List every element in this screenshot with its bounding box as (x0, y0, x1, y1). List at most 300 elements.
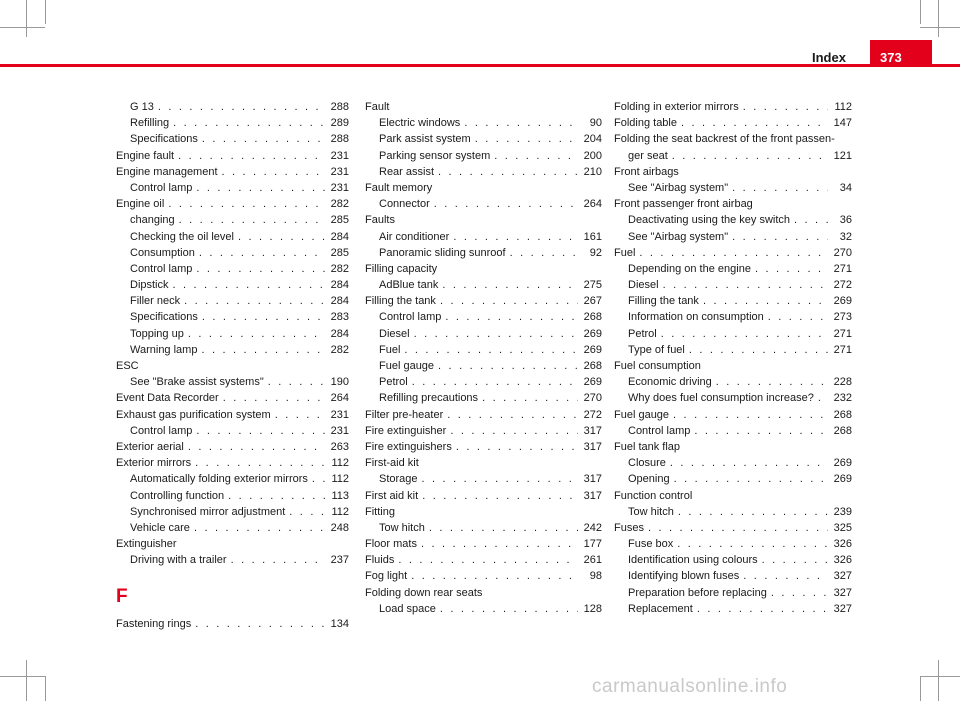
index-entry (365, 293, 602, 309)
entry-term: See "Airbag system" (628, 230, 729, 243)
entry-page-number: 231 (330, 165, 349, 178)
entry-term: Economic driving (628, 376, 712, 389)
entry-term: Filler neck (130, 295, 181, 308)
index-subentry (365, 520, 602, 536)
index-subentry (365, 148, 602, 164)
entry-term: Electric windows (379, 117, 461, 130)
crop-mark (0, 27, 45, 28)
entry-page-number: 204 (583, 133, 602, 146)
crop-mark (26, 660, 27, 701)
entry-page-number: 264 (583, 198, 602, 211)
index-subentry (116, 131, 349, 147)
index-entry (365, 423, 602, 439)
index-heading: Folding down rear seats (365, 586, 483, 599)
entry-term: Dipstick (130, 279, 169, 292)
dot-leader (482, 390, 578, 406)
dot-leader (743, 568, 828, 584)
dot-leader (188, 439, 325, 455)
entry-term: Load space (379, 602, 436, 615)
entry-term: Folding in exterior mirrors (614, 101, 739, 113)
entry-term: Petrol (379, 376, 408, 389)
index-subentry (614, 504, 852, 520)
dot-leader (429, 520, 578, 536)
entry-page-number: 327 (833, 570, 852, 583)
dot-leader (440, 601, 578, 617)
index-subentry (116, 374, 349, 390)
dot-leader (179, 212, 325, 228)
entry-term: Filter pre-heater (365, 408, 444, 421)
entry-term: Preparation before replacing (628, 586, 767, 599)
index-entry (116, 439, 349, 455)
entry-page-number: 36 (839, 214, 852, 227)
entry-page-number: 269 (583, 327, 602, 340)
entry-term: Identification using colours (628, 554, 758, 567)
entry-term: Engine management (116, 165, 218, 178)
entry-term: Vehicle care (130, 521, 190, 534)
dot-leader (743, 99, 828, 115)
entry-page-number: 32 (839, 230, 852, 243)
index-heading: Folding the seat backrest of the front passen- (614, 133, 835, 146)
entry-page-number: 282 (330, 343, 349, 356)
entry-page-number: 267 (583, 295, 602, 308)
crop-mark (938, 0, 939, 37)
entry-term: Type of fuel (628, 343, 685, 356)
index-heading: Fuel tank flap (614, 440, 681, 453)
entry-term: Rear assist (379, 165, 435, 178)
index-subentry (365, 601, 602, 617)
entry-page-number: 200 (583, 149, 602, 162)
entry-term: Exhaust gas purification system (116, 408, 271, 421)
index-subentry (614, 342, 852, 358)
dot-leader (438, 164, 578, 180)
dot-leader (510, 245, 578, 261)
entry-page-number: 263 (330, 440, 349, 453)
entry-term: Folding table (614, 117, 677, 130)
entry-page-number: 34 (839, 181, 852, 194)
entry-term: Fastening rings (116, 618, 192, 631)
dot-leader (639, 245, 828, 261)
index-subentry (614, 423, 852, 439)
entry-page-number: 284 (330, 279, 349, 292)
entry-term: Fog light (365, 570, 408, 583)
dot-leader (238, 229, 325, 245)
dot-leader (275, 407, 325, 423)
entry-page-number: 268 (833, 408, 852, 421)
index-subentry (116, 520, 349, 536)
entry-term: Fuses (614, 521, 644, 534)
dot-leader (672, 148, 828, 164)
entry-page-number: 248 (330, 521, 349, 534)
index-subentry (116, 115, 349, 131)
index-subentry (116, 504, 349, 520)
index-entry (365, 488, 602, 504)
entry-page-number: 273 (833, 311, 852, 324)
index-entry (116, 390, 349, 406)
entry-term: Engine oil (116, 198, 165, 211)
entry-page-number: 272 (583, 408, 602, 421)
index-heading: Fitting (365, 505, 395, 518)
entry-page-number: 112 (834, 101, 852, 113)
dot-leader (196, 423, 325, 439)
dot-leader (689, 342, 828, 358)
index-heading: First-aid kit (365, 457, 419, 470)
dot-leader (434, 196, 578, 212)
entry-page-number: 271 (833, 343, 852, 356)
crop-mark (938, 660, 939, 701)
entry-term: Tow hitch (628, 505, 674, 518)
entry-page-number: 264 (330, 392, 349, 405)
entry-page-number: 269 (833, 473, 852, 486)
index-entry (116, 407, 349, 423)
entry-term: Deactivating using the key switch (628, 214, 791, 227)
entry-term: Controlling function (130, 489, 225, 502)
dot-leader (289, 504, 325, 520)
entry-page-number: 317 (583, 424, 602, 437)
entry-term: Parking sensor system (379, 149, 491, 162)
index-subentry (614, 568, 852, 584)
dot-leader (453, 229, 578, 245)
dot-leader (195, 616, 325, 632)
index-subentry (614, 390, 852, 406)
dot-leader (173, 277, 325, 293)
dot-leader (199, 245, 325, 261)
entry-term: Specifications (130, 311, 198, 324)
entry-page-number: 284 (330, 230, 349, 243)
index-subentry (365, 342, 602, 358)
index-subentry (365, 277, 602, 293)
index-subentry (614, 471, 852, 487)
entry-term: Fluids (365, 554, 395, 567)
entry-term: Fuel gauge (614, 408, 670, 421)
dot-leader (818, 390, 828, 406)
dot-leader (447, 407, 578, 423)
index-heading: Faults (365, 214, 395, 227)
dot-leader (771, 585, 828, 601)
entry-page-number: 284 (330, 295, 349, 308)
entry-term: Filling the tank (628, 295, 699, 308)
index-entry (614, 520, 852, 536)
entry-term: Fire extinguishers (365, 440, 452, 453)
entry-term: Tow hitch (379, 521, 425, 534)
entry-term: Fire extinguisher (365, 424, 447, 437)
index-entry (116, 196, 349, 212)
dot-leader (422, 488, 578, 504)
index-subentry (614, 309, 852, 325)
entry-term: Synchronised mirror adjustment (130, 505, 286, 518)
entry-page-number: 317 (583, 489, 602, 502)
index-subentry (614, 180, 852, 196)
index-subentry (116, 212, 349, 228)
dot-leader (697, 601, 828, 617)
entry-page-number: 268 (583, 360, 602, 372)
dot-leader (442, 277, 578, 293)
index-subentry (116, 261, 349, 277)
index-subentry (614, 261, 852, 277)
entry-term: Fuel (379, 343, 401, 356)
entry-page-number: 231 (330, 408, 349, 421)
dot-leader (703, 293, 828, 309)
dot-leader (223, 390, 325, 406)
entry-term: Driving with a trailer (130, 554, 227, 567)
dot-leader (268, 374, 325, 390)
entry-term: First aid kit (365, 489, 419, 502)
entry-page-number: 289 (330, 117, 349, 130)
dot-leader (732, 180, 828, 196)
entry-page-number: 269 (833, 295, 852, 308)
index-subentry (116, 471, 349, 487)
dot-leader (456, 439, 578, 455)
entry-page-number: 228 (833, 376, 852, 389)
index-entry (614, 407, 852, 423)
index-entry (116, 148, 349, 164)
entry-term: See "Brake assist systems" (130, 376, 264, 389)
entry-page-number: 242 (583, 521, 602, 534)
index-subentry (116, 326, 349, 342)
index-heading: ESC (116, 360, 139, 372)
index-subentry (614, 277, 852, 293)
index-subentry (614, 229, 852, 245)
entry-page-number: 147 (833, 117, 852, 130)
index-heading: Filling capacity (365, 262, 438, 275)
index-subentry (116, 293, 349, 309)
entry-term: Fuel gauge (379, 360, 435, 372)
dot-leader (674, 471, 828, 487)
crop-mark (920, 676, 921, 701)
dot-leader (438, 358, 578, 374)
dot-leader (663, 277, 828, 293)
crop-mark (920, 27, 960, 28)
dot-leader (231, 552, 325, 568)
entry-page-number: 121 (833, 149, 852, 162)
entry-term: Floor mats (365, 538, 417, 551)
dot-leader (404, 342, 578, 358)
dot-leader (794, 212, 828, 228)
index-subentry (116, 229, 349, 245)
entry-term: Panoramic sliding sunroof (379, 246, 506, 259)
dot-leader (648, 520, 828, 536)
entry-page-number: 269 (583, 376, 602, 389)
dot-leader (677, 536, 828, 552)
dot-leader (178, 148, 325, 164)
running-header-title: Index (812, 50, 846, 65)
dot-leader (762, 552, 828, 568)
index-subentry (614, 374, 852, 390)
entry-term: Why does fuel consumption increase? (628, 392, 814, 405)
index-subentry (365, 326, 602, 342)
index-subentry (116, 180, 349, 196)
entry-page-number: 268 (583, 311, 602, 324)
entry-term: Control lamp (130, 424, 193, 437)
dot-leader (412, 374, 578, 390)
index-subentry (365, 471, 602, 487)
entry-page-number: 271 (833, 327, 852, 340)
crop-mark (45, 0, 46, 24)
index-subentry (614, 455, 852, 471)
entry-page-number: 270 (833, 246, 852, 259)
entry-term: Event Data Recorder (116, 392, 219, 405)
index-subentry (365, 229, 602, 245)
dot-leader (228, 488, 325, 504)
entry-page-number: 271 (833, 262, 852, 275)
entry-page-number: 128 (583, 602, 602, 615)
dot-leader (681, 115, 828, 131)
entry-page-number: 112 (331, 505, 349, 518)
index-subentry (365, 245, 602, 261)
entry-page-number: 98 (589, 570, 602, 583)
index-column-2 (365, 99, 602, 617)
index-entry (116, 616, 349, 632)
entry-term: G 13 (130, 101, 154, 113)
entry-term: Checking the oil level (130, 230, 234, 243)
index-subentry (116, 488, 349, 504)
entry-term: Exterior aerial (116, 440, 184, 453)
entry-page-number: 231 (330, 149, 349, 162)
entry-term: Fuel (614, 246, 636, 259)
entry-page-number: 270 (583, 392, 602, 405)
index-subentry (365, 390, 602, 406)
dot-leader (168, 196, 325, 212)
entry-term: Warning lamp (130, 343, 198, 356)
index-entry (116, 455, 349, 471)
entry-term: Air conditioner (379, 230, 450, 243)
entry-term: Identifying blown fuses (628, 570, 740, 583)
index-column-1 (116, 99, 349, 633)
dot-leader (422, 471, 578, 487)
index-subentry (365, 115, 602, 131)
entry-page-number: 232 (833, 392, 852, 405)
dot-leader (201, 342, 325, 358)
entry-page-number: 268 (833, 424, 852, 437)
entry-term: Consumption (130, 246, 195, 259)
entry-page-number: 284 (330, 327, 349, 340)
index-subentry (365, 164, 602, 180)
entry-page-number: 327 (833, 602, 852, 615)
dot-leader (194, 520, 325, 536)
dot-leader (678, 504, 828, 520)
entry-term: Petrol (628, 327, 657, 340)
entry-term: Refilling (130, 117, 170, 130)
index-heading: Extinguisher (116, 538, 177, 551)
entry-term: Control lamp (130, 262, 193, 275)
entry-term: Specifications (130, 133, 198, 146)
index-heading: Fuel consumption (614, 360, 701, 373)
entry-term: Information on consumption (628, 311, 764, 324)
entry-term: Exterior mirrors (116, 457, 192, 470)
entry-page-number: 317 (583, 440, 602, 453)
index-subentry (614, 601, 852, 617)
entry-term: Storage (379, 473, 418, 486)
index-entry (365, 552, 602, 568)
watermark: carmanualsonline.info (592, 676, 788, 697)
dot-leader (475, 131, 578, 147)
section-letter: F (116, 586, 128, 608)
entry-page-number: 325 (833, 521, 852, 534)
index-entry (116, 164, 349, 180)
entry-page-number: 285 (330, 214, 349, 227)
entry-page-number: 239 (833, 505, 852, 518)
entry-term: Connector (379, 198, 430, 211)
dot-leader (694, 423, 828, 439)
index-subentry (116, 423, 349, 439)
dot-leader (445, 309, 578, 325)
index-subentry (116, 99, 349, 115)
index-subentry (614, 148, 852, 164)
entry-page-number: 288 (330, 101, 349, 113)
entry-term: Diesel (379, 327, 410, 340)
entry-term: Fuse box (628, 538, 674, 551)
entry-term: Opening (628, 473, 670, 486)
entry-page-number: 113 (331, 489, 349, 502)
entry-page-number: 112 (331, 457, 349, 470)
dot-leader (195, 455, 325, 471)
index-entry (365, 407, 602, 423)
index-subentry (614, 585, 852, 601)
index-entry (614, 99, 852, 115)
crop-mark (26, 0, 27, 37)
entry-page-number: 272 (833, 279, 852, 292)
dot-leader (755, 261, 828, 277)
index-entry (365, 536, 602, 552)
entry-term: Engine fault (116, 149, 175, 162)
entry-term: Refilling precautions (379, 392, 479, 405)
index-heading: Front passenger front airbag (614, 198, 753, 211)
index-subentry (365, 131, 602, 147)
index-subentry (116, 552, 349, 568)
dot-leader (673, 407, 828, 423)
entry-term: Control lamp (379, 311, 442, 324)
index-entry (365, 439, 602, 455)
index-heading: Fault (365, 101, 390, 113)
entry-term: Automatically folding exterior mirrors (130, 473, 308, 486)
crop-mark (920, 676, 960, 677)
crop-mark (45, 676, 46, 701)
entry-term: Depending on the engine (628, 262, 751, 275)
entry-page-number: 112 (331, 473, 349, 486)
entry-page-number: 177 (583, 538, 602, 551)
index-entry (614, 245, 852, 261)
entry-page-number: 237 (330, 554, 349, 567)
index-subentry (116, 277, 349, 293)
index-subentry (614, 293, 852, 309)
index-subentry (116, 309, 349, 325)
entry-page-number: 269 (833, 457, 852, 470)
crop-mark (920, 0, 921, 24)
dot-leader (494, 148, 578, 164)
dot-leader (440, 293, 578, 309)
entry-page-number: 161 (583, 230, 602, 243)
dot-leader (732, 229, 828, 245)
entry-term: Control lamp (130, 181, 193, 194)
dot-leader (312, 471, 325, 487)
index-heading: Function control (614, 489, 693, 502)
crop-mark (0, 676, 45, 677)
index-entry (614, 115, 852, 131)
index-heading: Fault memory (365, 181, 433, 194)
index-heading: Front airbags (614, 165, 679, 178)
index-column-3 (614, 99, 852, 617)
entry-page-number: 317 (583, 473, 602, 486)
entry-page-number: 90 (589, 117, 602, 130)
entry-page-number: 282 (330, 262, 349, 275)
entry-page-number: 231 (330, 424, 349, 437)
entry-term: Closure (628, 457, 666, 470)
dot-leader (398, 552, 578, 568)
index-subentry (365, 196, 602, 212)
dot-leader (196, 180, 325, 196)
dot-leader (464, 115, 578, 131)
entry-term: Topping up (130, 327, 184, 340)
dot-leader (222, 164, 325, 180)
